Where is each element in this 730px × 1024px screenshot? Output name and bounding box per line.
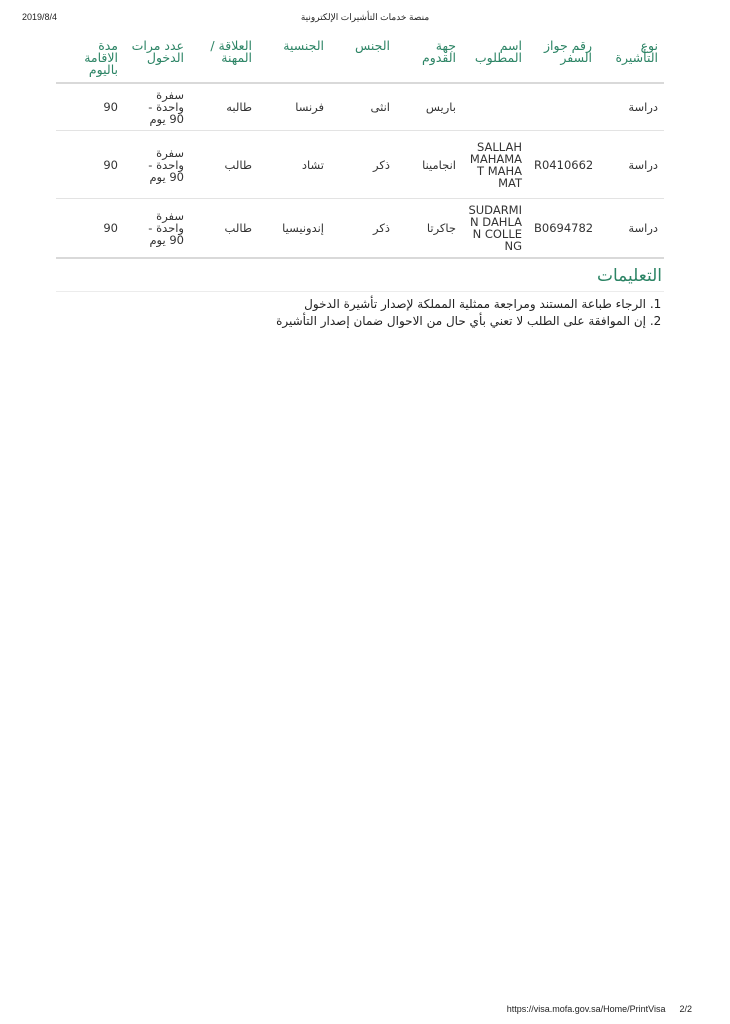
visa-table	[56, 36, 664, 259]
header-stay: مدة الاقامة باليوم	[56, 36, 124, 83]
header-name: اسم المطلوب	[462, 36, 528, 83]
footer-url: https://visa.mofa.gov.sa/Home/PrintVisa	[506, 1004, 666, 1014]
cell-relation: طالب	[190, 131, 258, 199]
header-arrival: جهة القدوم	[396, 36, 462, 83]
cell-arrival: باريس	[396, 83, 462, 131]
cell-arrival: انجامينا	[396, 131, 462, 199]
instruction-item: 2. إن الموافقة على الطلب لا تعني بأي حال من الاحوال ضمان إصدار التأشيرة	[276, 313, 646, 330]
cell-passport-no: B0694782	[528, 199, 598, 259]
table-row	[56, 131, 664, 199]
table-row	[56, 83, 664, 131]
cell-relation: طالب	[190, 199, 258, 259]
cell-entries: سفرة واحدة - 90 يوم	[124, 83, 190, 131]
table-row	[56, 199, 664, 259]
cell-arrival: جاكرتا	[396, 199, 462, 259]
print-date: 2019/8/4	[22, 12, 58, 22]
instructions-divider	[56, 291, 664, 292]
cell-nationality: فرنسا	[258, 83, 330, 131]
table-header-row	[56, 36, 664, 83]
cell-gender: انثى	[330, 83, 396, 131]
header-nationality: الجنسية	[258, 36, 330, 83]
print-header	[22, 12, 708, 26]
page-number: 2/2	[679, 1004, 692, 1014]
cell-stay: 90	[56, 83, 124, 131]
cell-visa-type: دراسة	[598, 199, 664, 259]
header-passport-no: رقم جواز السفر	[528, 36, 598, 83]
header-relation: العلاقة / المهنة	[190, 36, 258, 83]
cell-entries: سفرة واحدة - 90 يوم	[124, 131, 190, 199]
instruction-item: 1. الرجاء طباعة المستند ومراجعة ممثلية المملكة لإصدار تأشيرة الدخول	[276, 296, 646, 313]
cell-gender: ذكر	[330, 199, 396, 259]
cell-relation: طالبه	[190, 83, 258, 131]
cell-passport-no: R0410662	[528, 131, 598, 199]
cell-stay: 90	[56, 131, 124, 199]
cell-name: SUDARMIN DAHLAN COLLENG	[462, 199, 528, 259]
instructions-title: التعليمات	[596, 266, 662, 286]
cell-name: SALLAH MAHAMAT MAHAMAT	[462, 131, 528, 199]
cell-passport-no	[528, 83, 598, 131]
cell-visa-type: دراسة	[598, 83, 664, 131]
cell-entries: سفرة واحدة - 90 يوم	[124, 199, 190, 259]
print-title: منصة خدمات التأشيرات الإلكترونية	[300, 12, 430, 22]
cell-gender: ذكر	[330, 131, 396, 199]
cell-visa-type: دراسة	[598, 131, 664, 199]
print-footer	[507, 1004, 692, 1014]
header-visa-type: نوع التأشيرة	[598, 36, 664, 83]
cell-nationality: إندونيسيا	[258, 199, 330, 259]
instructions-list	[276, 296, 660, 330]
cell-nationality: تشاد	[258, 131, 330, 199]
header-gender: الجنس	[330, 36, 396, 83]
cell-stay: 90	[56, 199, 124, 259]
header-entries: عدد مرات الدخول	[124, 36, 190, 83]
cell-name	[462, 83, 528, 131]
